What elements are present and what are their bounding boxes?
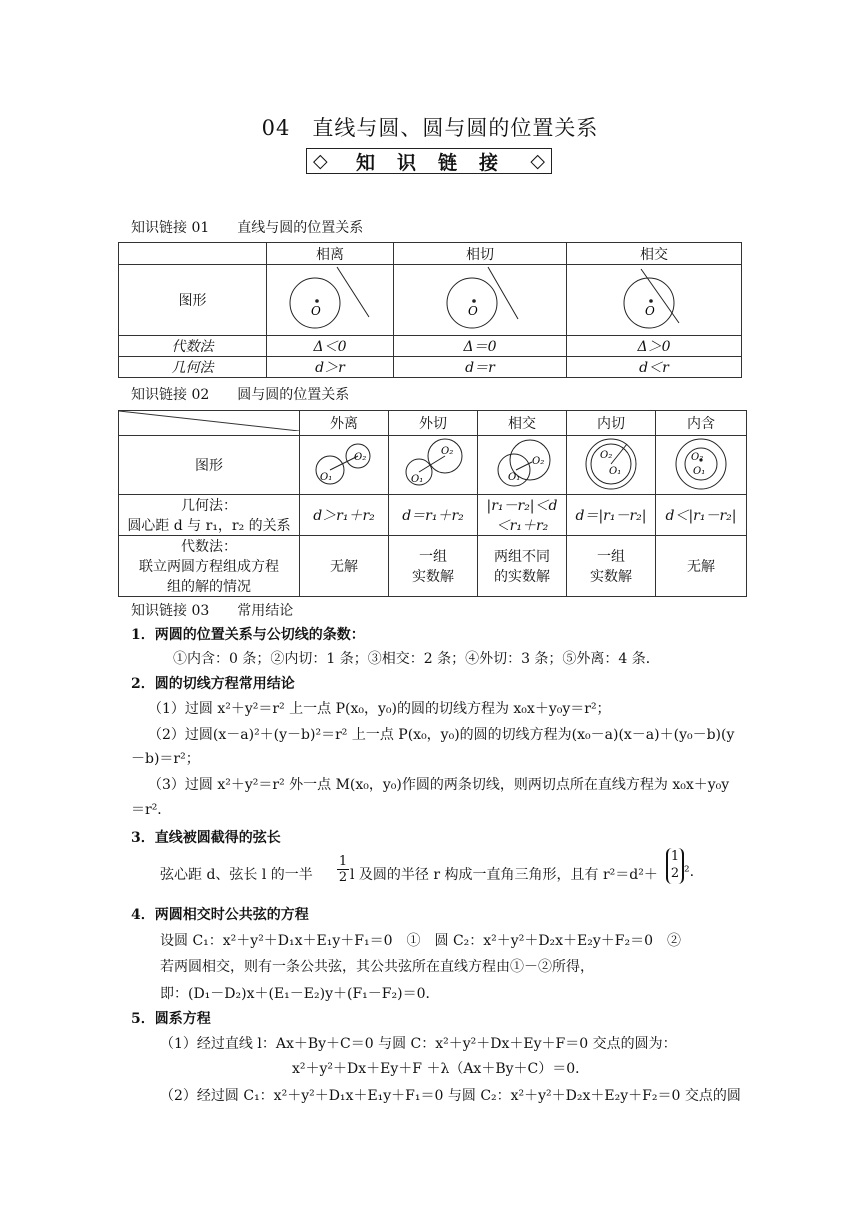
row-label: 代数法 — [119, 336, 267, 357]
text-line: 若两圆相交，则有一条公共弦，其公共弦所在直线方程由①－②所得， — [160, 959, 594, 975]
row-label-algebraic: 代数法： 联立两圆方程组成方程 组的解的情况 — [119, 536, 300, 597]
col-header: 内含 — [656, 411, 747, 436]
text-line: （1）经过直线 l：Ax＋By＋C＝0 与圆 C：x²＋y²＋Dx＋Ey＋F＝0 交点的圆为： — [160, 1036, 677, 1052]
svg-text:O₁: O₁ — [609, 466, 622, 477]
col-header: 相切 — [394, 243, 567, 265]
text-line: （1）过圆 x²＋y²＝r² 上一点 P(x₀，y₀)的圆的切线方程为 x₀x＋y₀y＝r²； — [148, 701, 611, 717]
svg-text:O₁: O₁ — [411, 474, 424, 485]
svg-text:O₂: O₂ — [354, 452, 367, 463]
diamond-icon: ◇ — [530, 150, 545, 172]
page-title: 04 直线与圆、圆与圆的位置关系 — [261, 116, 599, 140]
text-line: （3）过圆 x²＋y²＝r² 外一点 M(x₀，y₀)作圆的两条切线，则两切点所在直线方程为 x₀x＋y₀y — [148, 777, 730, 793]
banner-text: 知识链接 — [355, 151, 520, 174]
text-line: －b)＝r²； — [131, 751, 200, 767]
col-header: 相交 — [478, 411, 567, 436]
figure-external-separate — [300, 436, 389, 495]
item-heading: 1．两圆的位置关系与公切线的条数： — [131, 627, 365, 643]
col-header: 外切 — [389, 411, 478, 436]
center-label: O — [311, 304, 321, 318]
center-label: O — [645, 304, 655, 318]
item-heading: 4．两圆相交时公共弦的方程 — [131, 907, 309, 923]
row-label: 几何法 — [119, 357, 267, 378]
knowledge-banner — [306, 148, 552, 174]
text-line: x²＋y²＋Dx＋Ey＋F ＋λ（Ax＋By＋C）＝0． — [292, 1061, 590, 1077]
svg-text:O₂: O₂ — [691, 452, 704, 463]
svg-text:O₁: O₁ — [693, 466, 706, 477]
section-heading-2: 知识链接 02 圆与圆的位置关系 — [131, 387, 350, 403]
text-line: （2）经过圆 C₁：x²＋y²＋D₁x＋E₁y＋F₁＝0 与圆 C₂：x²＋y²＋D₂x＋E₂y＋F₂＝0 交点的圆 — [160, 1088, 741, 1104]
figure-external-tangent — [389, 436, 478, 495]
section-heading-3: 知识链接 03 常用结论 — [131, 603, 294, 619]
item-heading: 3．直线被圆截得的弦长 — [131, 830, 281, 846]
center-label: O — [468, 304, 478, 318]
svg-text:O₁: O₁ — [508, 472, 521, 483]
text-line: ². — [684, 864, 695, 880]
item-heading: 2．圆的切线方程常用结论 — [131, 676, 295, 692]
svg-text:O₂: O₂ — [532, 456, 545, 467]
diagonal-header-cell — [119, 411, 300, 436]
paren-fraction: 1 2 — [666, 848, 684, 884]
figure-separate — [267, 265, 394, 336]
text-line: 弦心距 d、弦长 l 的一半 — [160, 867, 313, 883]
col-header: 相离 — [267, 243, 394, 265]
section-heading-1: 知识链接 01 直线与圆的位置关系 — [131, 220, 364, 236]
text-line: 设圆 C₁：x²＋y²＋D₁x＋E₁y＋F₁＝0 ① 圆 C₂：x²＋y²＋D₂x＋E₂y＋F₂＝0 ② — [160, 933, 682, 949]
figure-intersecting — [478, 436, 567, 495]
text-line: l 及圆的半径 r 构成一直角三角形，且有 r²＝d²＋ — [350, 867, 658, 883]
row-label: 图形 — [119, 436, 300, 495]
svg-text:O₁: O₁ — [320, 472, 333, 483]
text-line: （2）过圆(x－a)²＋(y－b)²＝r² 上一点 P(x₀，y₀)的圆的切线方程为(x₀－a)(x－a)＋(y₀－b)(y — [148, 727, 735, 743]
item-heading: 5．圆系方程 — [131, 1011, 211, 1027]
col-header: 相交 — [567, 243, 742, 265]
col-header: 外离 — [300, 411, 389, 436]
text-line: 即：(D₁－D₂)x＋(E₁－E₂)y＋(F₁－F₂)＝0． — [160, 986, 440, 1002]
figure-tangent — [394, 265, 567, 336]
row-label: 图形 — [119, 265, 267, 336]
text-line: ＝r²． — [131, 802, 172, 818]
figure-internal-tangent — [567, 436, 656, 495]
text-line: ①内含：0 条；②内切：1 条；③相交：2 条；④外切：3 条；⑤外离：4 条． — [173, 651, 660, 667]
line-circle-table: 相离 相切 相交 图形 O O O 代数法 Δ＜0 Δ＝0 Δ＞0 几何法 d＞r d＝r d＜r — [118, 242, 742, 378]
figure-intersect — [567, 265, 742, 336]
fraction-half: 1 2 — [338, 854, 348, 885]
col-header: 内切 — [567, 411, 656, 436]
row-label-geometric: 几何法： 圆心距 d 与 r₁，r₂ 的关系 — [119, 495, 300, 536]
circle-circle-table: 外离 外切 相交 内切 内含 图形 O₁ O₂ O₁ O₂ O₁ O₂ O₂ O₁ O₂ O₁ 几何法： 圆心距 d 与 r₁，r₂ 的关系 d＞r₁＋r₂ d＝r₁＋r₂ |r₁－r₂|＜d ＜r₁＋r₂ d＝|r₁－r₂| d＜|r₁－r₂| 代数法： 联立两圆方程组成方程 组的解的情况 无解 一组 实数解 两组不同 的实数解 一组 实数解 无解 — [118, 410, 747, 597]
svg-text:O₂: O₂ — [600, 450, 613, 461]
svg-text:O₂: O₂ — [441, 446, 454, 457]
figure-contained — [656, 436, 747, 495]
diamond-icon: ◇ — [313, 150, 328, 172]
